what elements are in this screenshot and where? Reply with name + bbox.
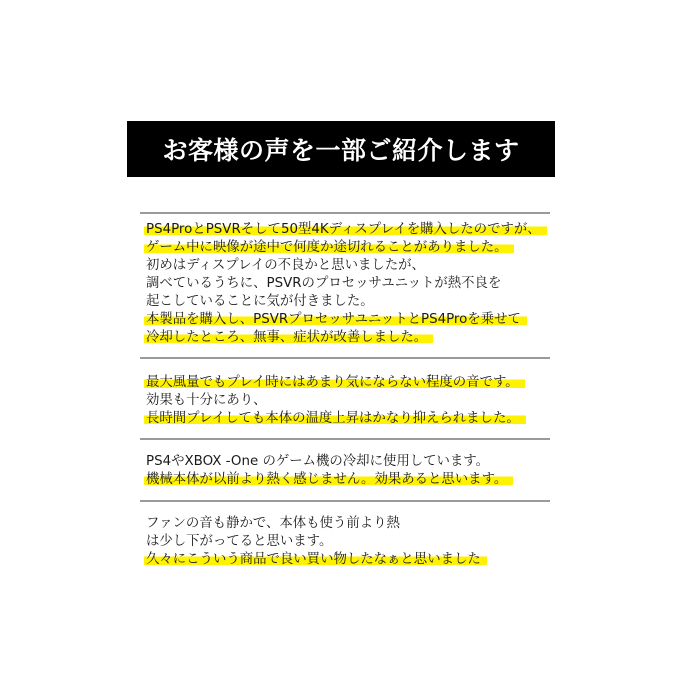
review-text: 初めはディスプレイの不良かと思いましたが、 <box>146 258 425 273</box>
review-text: ファンの音も静かで、本体も使う前より熱 <box>146 516 400 531</box>
review-text: は少し下がってると思います。 <box>146 534 333 549</box>
review-1 <box>146 221 556 347</box>
highlighted-text: 本製品を購入し、PSVRプロセッサユニットとPS4Proを乗せて <box>144 312 527 327</box>
review-line <box>146 533 556 551</box>
highlighted-text: PS4ProとPSVRそして50型4Kディスプレイを購入したのですが、 <box>144 222 547 237</box>
review-line <box>146 392 556 410</box>
divider <box>140 438 550 440</box>
review-line <box>146 515 556 533</box>
highlighted-text: ゲーム中に映像が途中で何度か途切れることがありました。 <box>144 240 514 255</box>
review-line <box>146 257 556 275</box>
highlighted-text: 最大風量でもプレイ時にはあまり気にならない程度の音です。 <box>144 375 525 390</box>
highlighted-text: 機械本体が以前より熱く感じません。効果あると思います。 <box>144 472 513 487</box>
review-line <box>146 239 556 257</box>
page-title: お客様の声を一部ご紹介します <box>162 136 520 165</box>
review-line <box>146 410 556 428</box>
divider <box>140 212 550 214</box>
review-2 <box>146 374 556 428</box>
divider <box>140 500 550 502</box>
review-line <box>146 293 556 311</box>
review-line <box>146 471 556 489</box>
review-4 <box>146 515 556 569</box>
highlighted-text: 冷却したところ、無事、症状が改善しました。 <box>144 330 433 345</box>
review-line <box>146 275 556 293</box>
review-line <box>146 329 556 347</box>
review-text: 調べているうちに、PSVRのプロセッサユニットが熱不良を <box>146 276 502 291</box>
review-line <box>146 374 556 392</box>
highlighted-text: 久々にこういう商品で良い買い物したなぁと思いました <box>144 552 487 567</box>
review-line <box>146 453 556 471</box>
review-3 <box>146 453 556 489</box>
divider <box>140 357 550 359</box>
review-line <box>146 551 556 569</box>
review-line <box>146 221 556 239</box>
review-line <box>146 311 556 329</box>
highlighted-text: 長時間プレイしても本体の温度上昇はかなり抑えられました。 <box>144 411 526 426</box>
review-text: PS4やXBOX -One のゲーム機の冷却に使用しています。 <box>146 454 490 469</box>
title-banner <box>127 121 555 177</box>
review-text: 起こしていることに気が付きました。 <box>146 294 374 309</box>
review-text: 効果も十分にあり、 <box>146 393 267 408</box>
